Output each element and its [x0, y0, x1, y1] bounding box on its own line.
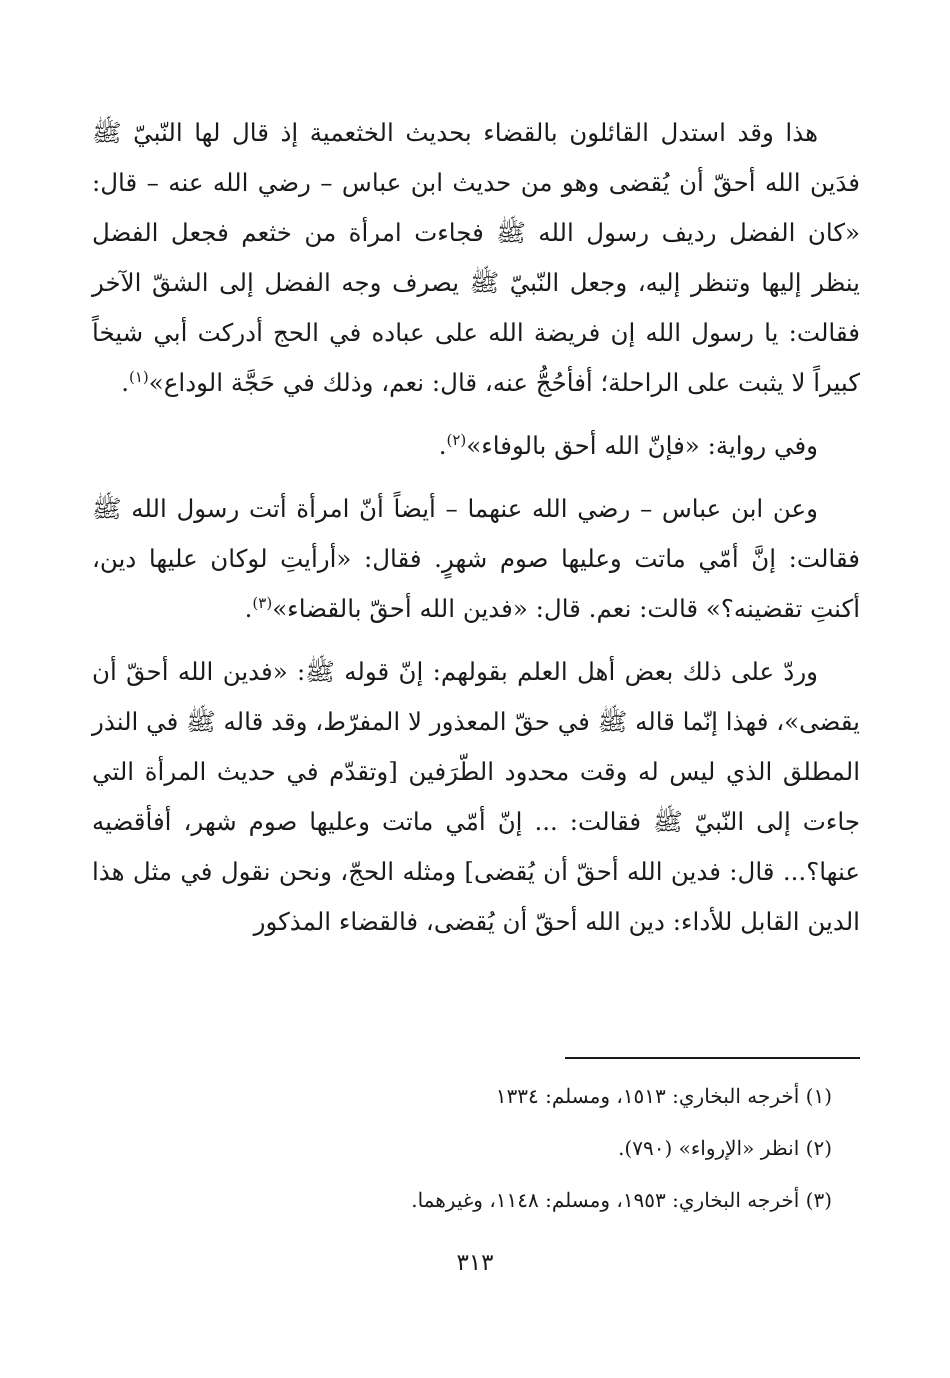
main-text [92, 108, 860, 960]
footnote-marker: (٢) [446, 430, 467, 449]
footnote-marker: (١) [129, 367, 149, 386]
paragraph-text: هذا وقد استدل القائلون بالقضاء بحديث الخثعمية إذ قال لها النّبيّ ﷺ فدَين الله أحقّ أن يُقضى وهو من حديث ابن عباس – رضي الله عنه – قال: «كان الفضل رديف رسول الله ﷺ فجاءت امرأة من خثعم فجعل الفضل ينظر إليها وتنظر إليه، وجعل النّبيّ ﷺ يصرف وجه الفضل إلى الشقّ الآخر فقالت: يا رسول الله إن فريضة الله على عباده في الحج أدركت أبي شيخاً كبيراً لا يثبت على الراحلة؛ أفأحُجُّ عنه، قال: نعم، وذلك في حَجَّة الوداع» [92, 118, 860, 397]
footnote: (٢) انظر «الإرواء» (٧٩٠). [618, 1136, 832, 1160]
footnote: (١) أخرجه البخاري: ١٥١٣، ومسلم: ١٣٣٤ [495, 1084, 832, 1108]
paragraph [92, 108, 860, 408]
footnote: (٣) أخرجه البخاري: ١٩٥٣، ومسلم: ١١٤٨، وغيرهما. [411, 1188, 832, 1212]
paragraph-end: . [438, 431, 447, 460]
paragraph-text: وردّ على ذلك بعض أهل العلم بقولهم: إنّ قوله ﷺ: «فدين الله أحقّ أن يقضى»، فهذا إنّما قاله ﷺ في حقّ المعذور لا المفرّط، وقد قاله ﷺ في النذر المطلق الذي ليس له وقت محدود الطّرَفين [وتقدّم في حديث المرأة التي جاءت إلى النّبيّ ﷺ فقالت: ... إنّ أمّي ماتت وعليها صوم شهر، أفأقضيه عنها؟... قال: فدين الله أحقّ أن يُقضى] ومثله الحجّ، ونحن نقول في مثل هذا الدين القابل للأداء: دين الله أحقّ أن يُقضى، فالقضاء المذكور [92, 657, 860, 936]
footnotes [92, 1070, 832, 1226]
paragraph-text: وفي رواية: «فإنّ الله أحق بالوفاء» [466, 431, 818, 460]
footnote-marker: (٣) [252, 593, 273, 612]
paragraph-end: . [121, 368, 129, 397]
paragraph [92, 421, 860, 471]
footnote-separator [565, 1057, 860, 1059]
paragraph [92, 484, 860, 634]
paragraph [92, 647, 860, 947]
paragraph-end: . [244, 594, 253, 623]
paragraph-text: وعن ابن عباس – رضي الله عنهما – أيضاً أنّ امرأة أتت رسول الله ﷺ فقالت: إنَّ أمّي ماتت وعليها صوم شهرٍ. فقال: «أرأيتِ لوكان عليها دين، أكنتِ تقضينه؟» قالت: نعم. قال: «فدين الله أحقّ بالقضاء» [92, 494, 860, 623]
page-number: ٣١٣ [456, 1250, 494, 1276]
